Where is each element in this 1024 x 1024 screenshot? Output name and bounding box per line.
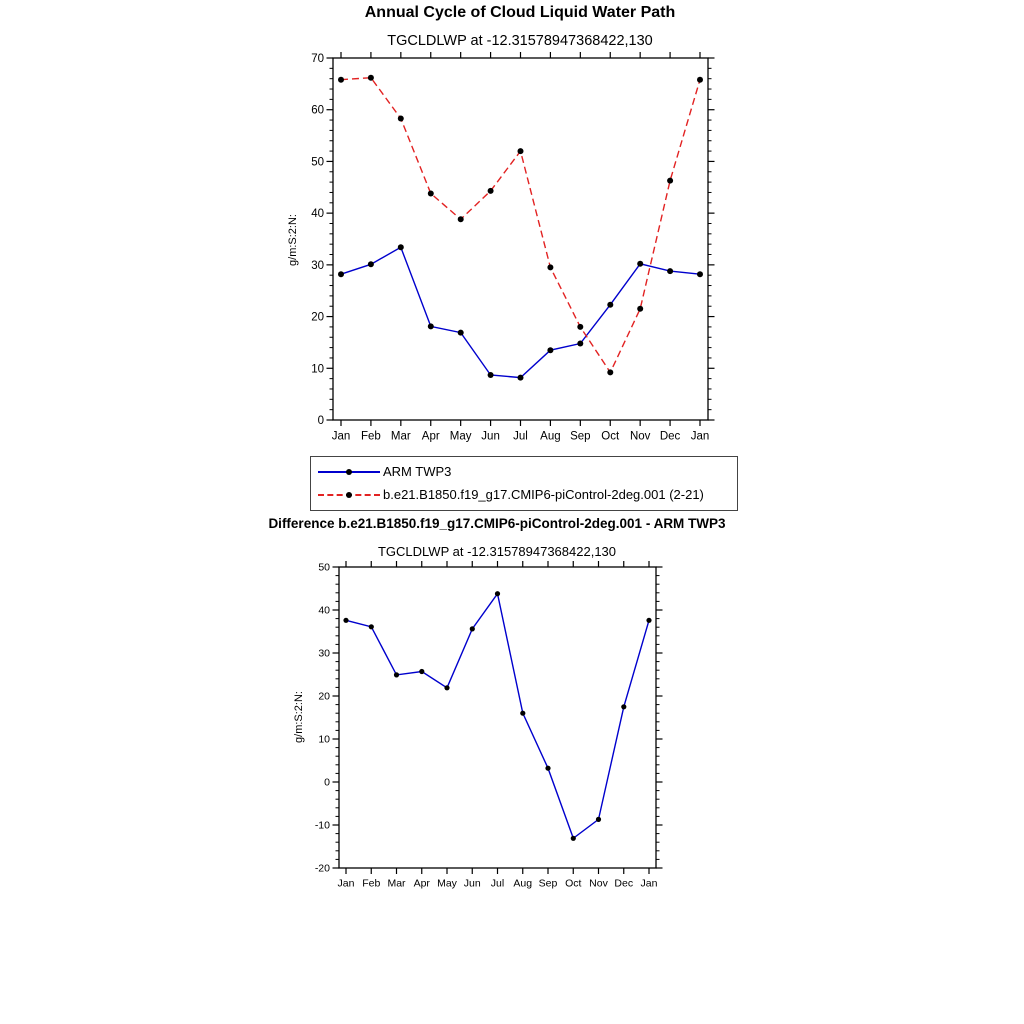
bottom-chart-subtitle: TGCLDLWP at -12.31578947368422,130 [377,544,617,559]
svg-text:Jan: Jan [331,430,351,443]
svg-text:Jul: Jul [513,430,528,443]
svg-text:50: 50 [311,156,324,169]
series-0 [343,591,651,841]
svg-text:Aug: Aug [540,430,561,443]
bottom-chart-ylabel: g/m:S:2:N: [293,691,305,743]
svg-text:-20: -20 [314,862,330,875]
svg-text:May: May [449,430,472,443]
top-chart-title: Annual Cycle of Cloud Liquid Water Path [364,4,676,21]
svg-text:10: 10 [318,733,330,746]
legend-line-dashed-icon [318,494,380,496]
svg-text:Dec: Dec [614,877,634,890]
legend-marker-dot-icon [346,469,352,475]
svg-text:60: 60 [311,104,324,117]
svg-text:40: 40 [318,604,330,617]
svg-text:Oct: Oct [565,877,582,890]
top-chart-ylabel: g/m:S:2:N: [287,214,299,266]
series-1 [338,75,703,376]
legend-line-solid-icon [318,471,380,473]
svg-text:Jan: Jan [690,430,710,443]
svg-text:May: May [437,877,457,890]
svg-text:Jun: Jun [481,430,500,443]
top-chart-plot [278,48,728,450]
svg-text:0: 0 [317,415,324,428]
svg-text:Dec: Dec [659,430,681,443]
svg-text:Sep: Sep [538,877,558,890]
svg-text:Nov: Nov [589,877,608,890]
legend-label-obs: ARM TWP3 [383,464,452,479]
legend-item-obs [311,460,737,483]
svg-text:Oct: Oct [601,430,620,443]
legend-box [310,456,738,511]
series-0 [338,244,703,380]
svg-text:40: 40 [311,208,324,221]
svg-text:30: 30 [311,259,324,272]
svg-text:20: 20 [318,690,330,703]
svg-text:Aug: Aug [513,877,533,890]
legend-label-model: b.e21.B1850.f19_g17.CMIP6-piControl-2deg.001 (2-21) [383,487,704,502]
svg-text:Apr: Apr [413,877,430,890]
top-chart-subtitle: TGCLDLWP at -12.31578947368422,130 [387,33,653,49]
svg-text:20: 20 [311,311,324,324]
axes [315,561,663,890]
svg-text:Mar: Mar [387,877,406,890]
svg-text:50: 50 [318,561,330,574]
svg-text:Jan: Jan [640,877,658,890]
svg-text:Feb: Feb [362,877,381,890]
svg-text:Jun: Jun [463,877,481,890]
bottom-chart-plot [285,558,680,890]
svg-text:70: 70 [311,53,324,66]
legend-item-model [311,483,737,506]
svg-text:Jul: Jul [490,877,505,890]
svg-text:Nov: Nov [629,430,651,443]
svg-text:Jan: Jan [337,877,355,890]
legend-marker-dot-icon [346,492,352,498]
svg-text:Apr: Apr [421,430,440,443]
svg-text:Sep: Sep [570,430,591,443]
bottom-chart-title: Difference b.e21.B1850.f19_g17.CMIP6-piControl-2deg.001 - ARM TWP3 [268,516,726,531]
svg-text:Mar: Mar [390,430,411,443]
svg-text:30: 30 [318,647,330,660]
svg-text:10: 10 [311,363,324,376]
svg-text:Feb: Feb [361,430,381,443]
svg-text:-10: -10 [314,819,330,832]
svg-text:0: 0 [324,776,330,789]
